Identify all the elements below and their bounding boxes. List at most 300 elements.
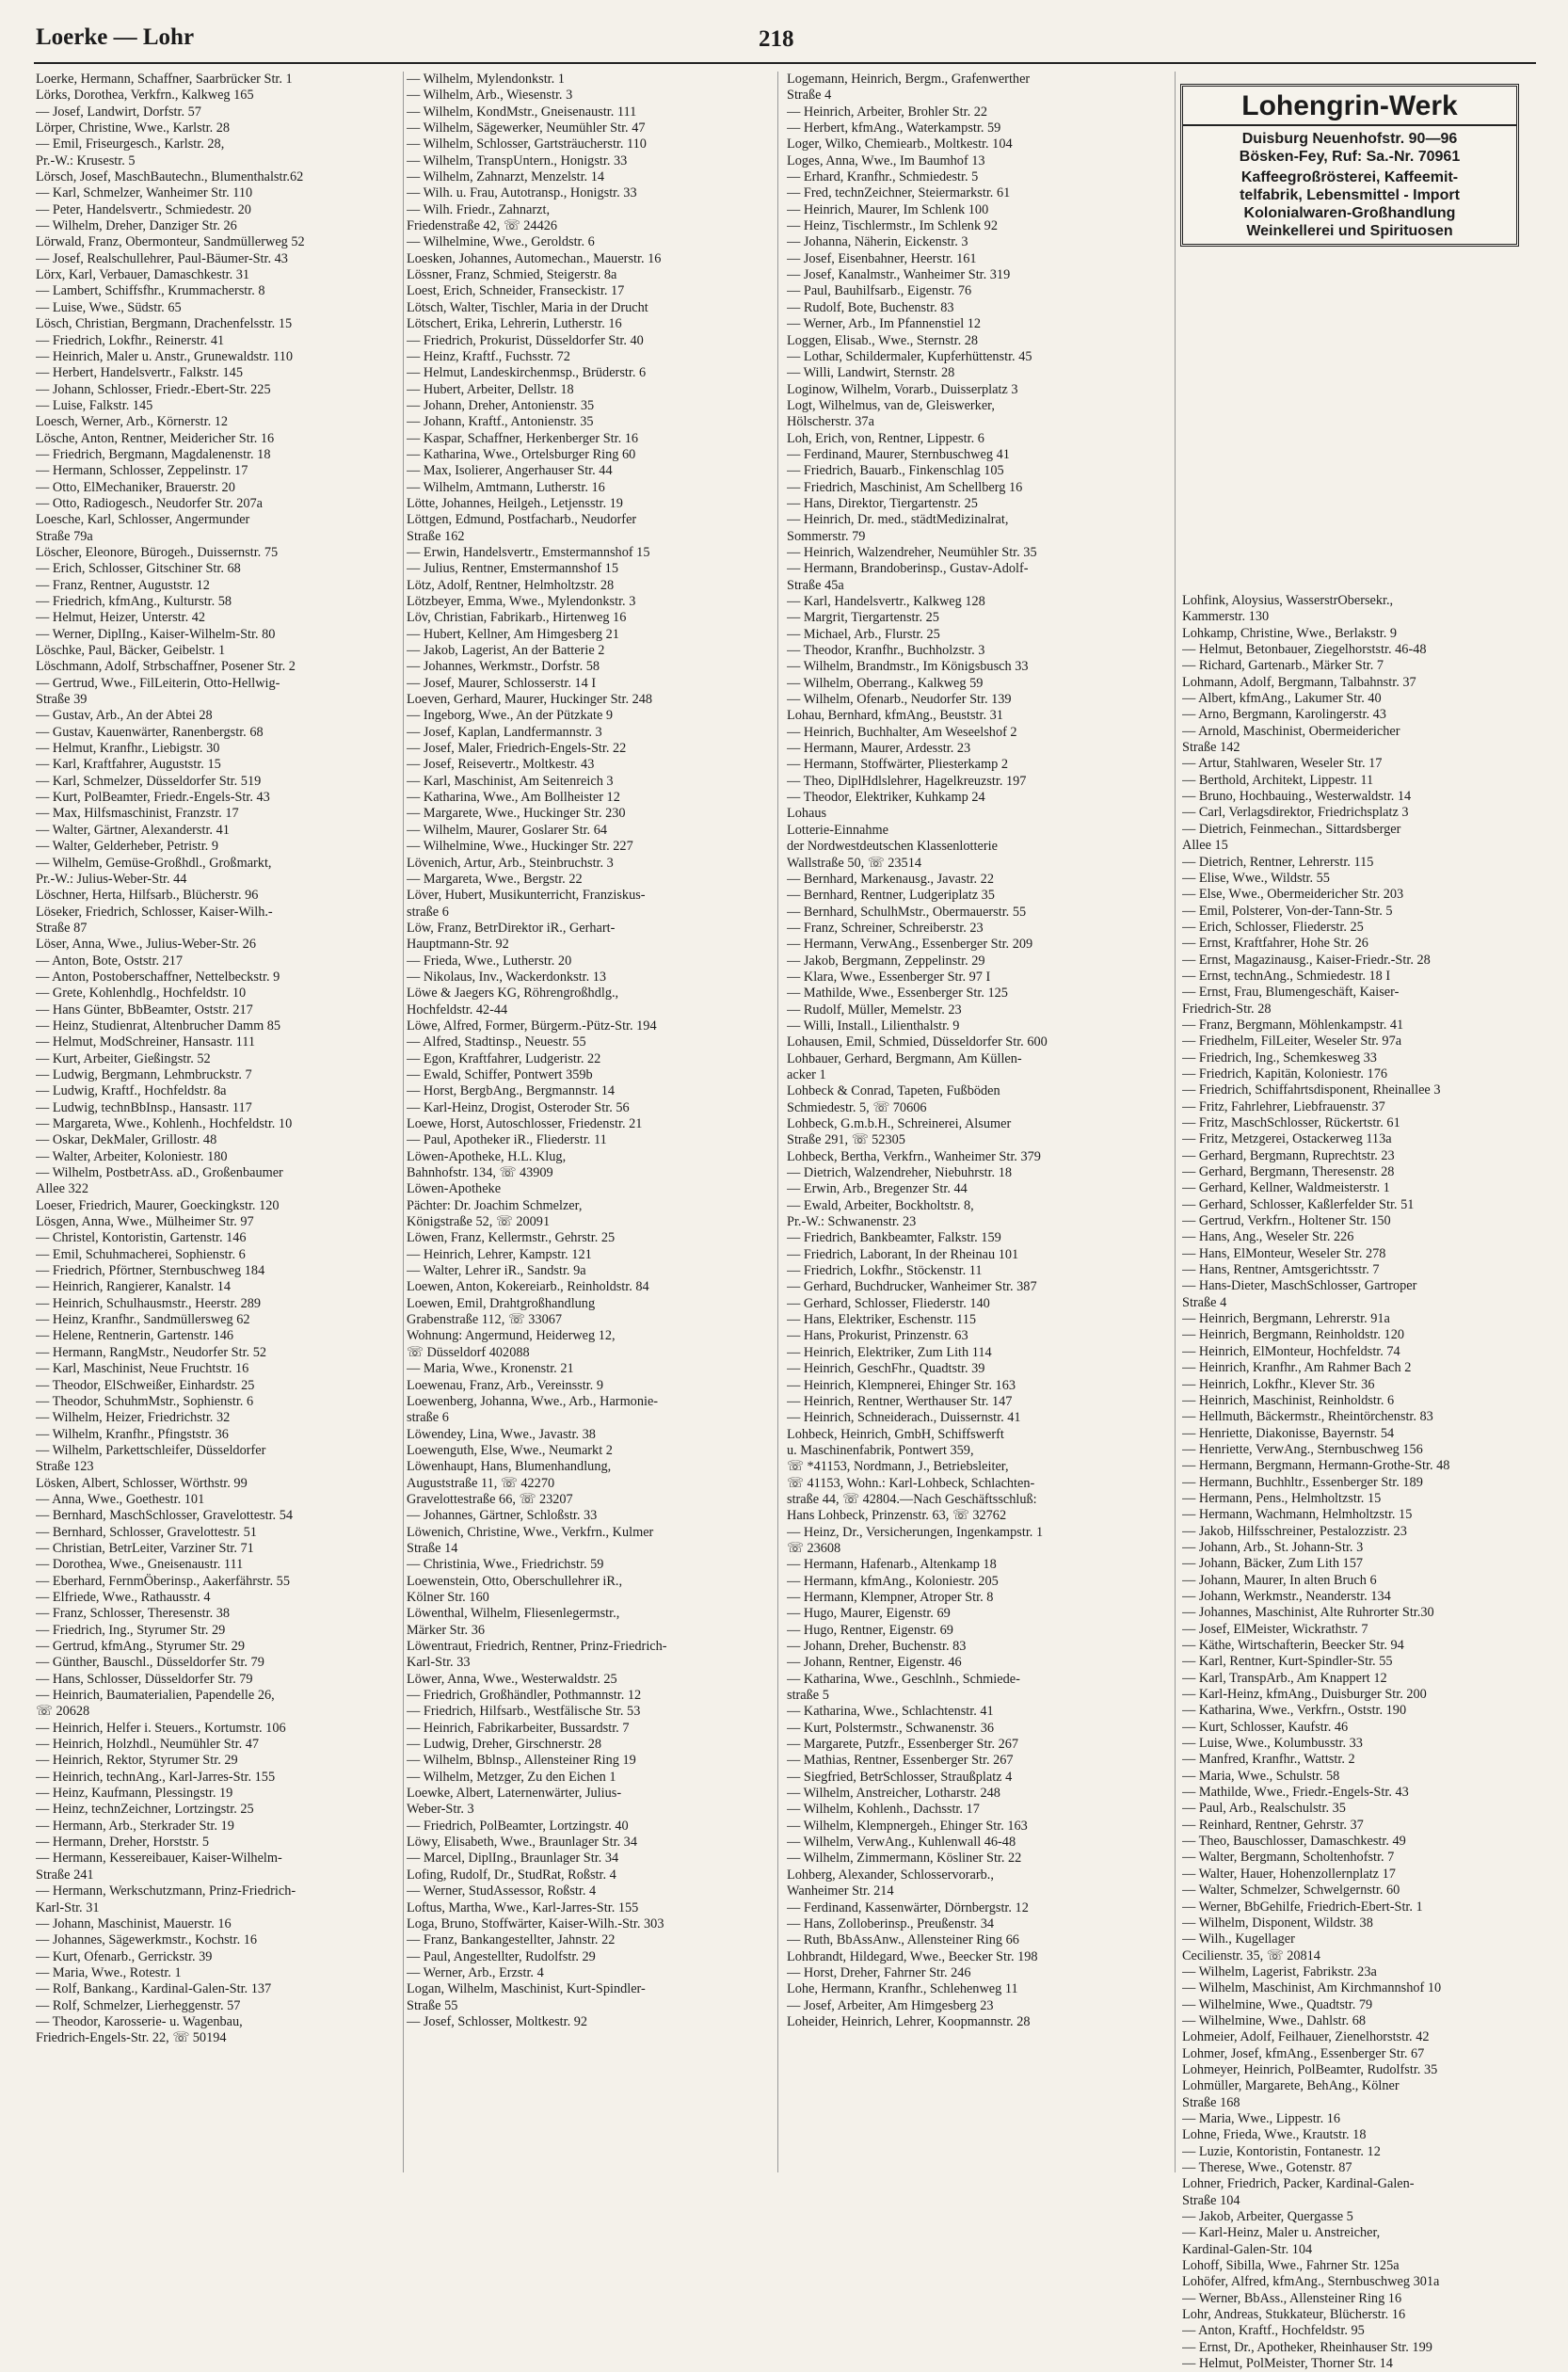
directory-entry-line: straße 6 (407, 1410, 449, 1426)
directory-entry-line: — Erich, Schlosser, Gitschiner Str. 68 (36, 561, 241, 577)
directory-entry-line: — Katharina, Wwe., Geschlnh., Schmiede- (787, 1671, 1020, 1687)
directory-entry-line: Lohner, Friedrich, Packer, Kardinal-Galen- (1182, 2176, 1415, 2192)
directory-entry-line: — Josef, Arbeiter, Am Himgesberg 23 (787, 1997, 994, 2013)
ad-phone-line: Bösken-Fey, Ruf: Sa.-Nr. 70961 (1239, 149, 1461, 165)
directory-entry-line: Hölscherstr. 37a (787, 414, 874, 430)
directory-entry-line: — Johannes, Maschinist, Alte Ruhrorter Str.30 (1182, 1605, 1434, 1621)
directory-entry-line: — Johann, Kraftf., Antonienstr. 35 (407, 414, 594, 430)
directory-entry-line: Friedenstraße 42, ☏ 24426 (407, 218, 558, 234)
directory-entry-line: — Wilhelm, Dreher, Danziger Str. 26 (36, 218, 237, 234)
directory-entry-line: Schmiedestr. 5, ☏ 70606 (787, 1099, 927, 1115)
directory-entry-line: — Hermann, Brandoberinsp., Gustav-Adolf- (787, 561, 1029, 577)
directory-entry-line: Lotterie-Einnahme (787, 822, 888, 838)
directory-entry-line: Löwer, Anna, Wwe., Westerwaldstr. 25 (407, 1671, 617, 1687)
directory-entry-line: — Wilhelm, Mylendonkstr. 1 (407, 72, 565, 87)
directory-entry-line: — Heinrich, Baumaterialien, Papendelle 26, (36, 1688, 275, 1704)
directory-entry-line: — Hans, Zolloberinsp., Preußenstr. 34 (787, 1915, 994, 1931)
directory-entry-line: — Heinrich, Walzendreher, Neumühler Str. 35 (787, 544, 1037, 560)
directory-entry-line: — Wilhelmine, Wwe., Geroldstr. 6 (407, 234, 595, 250)
directory-entry-line: — Wilhelm, PostbetrAss. aD., Großenbaumer (36, 1165, 283, 1181)
directory-entry-line: Lohmüller, Margarete, BehAng., Kölner (1182, 2078, 1400, 2094)
directory-entry-line: — Johann, Schlosser, Friedr.-Ebert-Str. 225 (36, 381, 271, 397)
directory-entry-line: Lösken, Albert, Schlosser, Wörthstr. 99 (36, 1475, 248, 1491)
ad-title: Lohengrin-Werk (1241, 90, 1458, 121)
directory-entry-line: — Ludwig, technBbInsp., Hansastr. 117 (36, 1099, 252, 1115)
directory-entry-line: — Luise, Wwe., Südstr. 65 (36, 299, 182, 315)
directory-entry-line: — Johann, Bäcker, Zum Lith 157 (1182, 1556, 1364, 1572)
directory-entry-line: — Horst, Dreher, Fahrner Str. 246 (787, 1964, 971, 1980)
directory-entry-line: — Wilhelmine, Wwe., Quadtstr. 79 (1182, 1996, 1373, 2012)
directory-entry-line: — Fred, technZeichner, Steiermarkstr. 61 (787, 185, 1011, 201)
directory-entry-line: — Heinrich, Fabrikarbeiter, Bussardstr. 7 (407, 1720, 630, 1736)
directory-entry-line: — Katharina, Wwe., Verkfrn., Oststr. 190 (1182, 1703, 1407, 1719)
directory-entry-line: — Albert, kfmAng., Lakumer Str. 40 (1182, 691, 1382, 707)
directory-entry-line: — Artur, Stahlwaren, Weseler Str. 17 (1182, 756, 1383, 772)
directory-entry-line: — Hugo, Maurer, Eigenstr. 69 (787, 1606, 951, 1622)
directory-entry-line: — Josef, ElMeister, Wickrathstr. 7 (1182, 1621, 1368, 1637)
directory-entry-line: — Elfriede, Wwe., Rathausstr. 4 (36, 1589, 211, 1605)
directory-entry-line: — Franz, Schlosser, Theresenstr. 38 (36, 1606, 231, 1622)
directory-entry-line: — Kurt, Ofenarb., Gerrickstr. 39 (36, 1948, 213, 1964)
directory-entry-line: — Wilhelm, Anstreicher, Lotharstr. 248 (787, 1786, 1000, 1802)
directory-entry-line: — Manfred, Kranfhr., Wattstr. 2 (1182, 1752, 1355, 1768)
directory-entry-line: — Hermann, VerwAng., Essenberger Str. 209 (787, 937, 1033, 953)
directory-entry-line: — Rudolf, Bote, Buchenstr. 83 (787, 299, 954, 315)
directory-entry-line: — Werner, BbGehilfe, Friedrich-Ebert-Str. 1 (1182, 1899, 1423, 1915)
directory-entry-line: — Karl, Rentner, Kurt-Spindler-Str. 55 (1182, 1654, 1393, 1670)
directory-entry-line: — Erwin, Arb., Bregenzer Str. 44 (787, 1181, 968, 1197)
directory-entry-line: — Heinrich, Schneiderach., Duissernstr. 41 (787, 1410, 1021, 1426)
directory-entry-line: Straße 168 (1182, 2094, 1240, 2110)
directory-entry-line: — Johann, Dreher, Antonienstr. 35 (407, 397, 595, 413)
directory-entry-line: — Johann, Rentner, Eigenstr. 46 (787, 1655, 962, 1671)
directory-entry-line: Allee 15 (1182, 838, 1228, 854)
directory-entry-line: — Heinrich, Maurer, Im Schlenk 100 (787, 201, 989, 217)
directory-entry-line: Friedrich-Str. 28 (1182, 1001, 1272, 1017)
directory-entry-line: — Wilhelm, Bblnsp., Allensteiner Ring 19 (407, 1753, 636, 1769)
directory-entry-line: Loerke, Hermann, Schaffner, Saarbrücker Str. 1 (36, 72, 293, 87)
directory-entry-line: — Erhard, Kranfhr., Schmiedestr. 5 (787, 169, 979, 185)
directory-entry-line: Lösgen, Anna, Wwe., Mülheimer Str. 97 (36, 1214, 254, 1230)
directory-entry-line: — Luise, Wwe., Kolumbusstr. 33 (1182, 1736, 1363, 1752)
directory-entry-line: — Wilhelm, Brandmstr., Im Königsbusch 33 (787, 659, 1029, 675)
directory-entry-line: ☏ 20628 (36, 1704, 90, 1720)
directory-entry-line: — Herbert, Handelsvertr., Falkstr. 145 (36, 365, 243, 381)
directory-entry-line: — Alfred, Stadtinsp., Neuestr. 55 (407, 1034, 586, 1050)
directory-entry-line: — Wilh. Friedr., Zahnarzt, (407, 201, 551, 217)
directory-entry-line: — Reinhard, Rentner, Gehrstr. 37 (1182, 1817, 1364, 1833)
directory-entry-line: — Maria, Wwe., Schulstr. 58 (1182, 1768, 1340, 1784)
directory-entry-line: — Christian, BetrLeiter, Varziner Str. 71 (36, 1540, 254, 1556)
directory-entry-line: — Henriette, VerwAng., Sternbuschweg 156 (1182, 1441, 1423, 1457)
directory-entry-line: — Friedrich, Hilfsarb., Westfälische Str. 53 (407, 1704, 641, 1720)
directory-entry-line: — Gerhard, Buchdrucker, Wanheimer Str. 387 (787, 1279, 1037, 1295)
directory-entry-line: Loewen, Anton, Kokereiarb., Reinholdstr. 84 (407, 1279, 649, 1295)
directory-entry-line: — Oskar, DekMaler, Grillostr. 48 (36, 1132, 217, 1148)
directory-entry-line: — Johann, Werkmstr., Neanderstr. 134 (1182, 1588, 1391, 1604)
directory-entry-line: — Hermann, kfmAng., Koloniestr. 205 (787, 1573, 999, 1589)
directory-entry-line: Löttgen, Edmund, Postfacharb., Neudorfer (407, 512, 637, 528)
directory-entry-line: — Michael, Arb., Flurstr. 25 (787, 626, 940, 642)
directory-entry-line: Löw, Franz, BetrDirektor iR., Gerhart- (407, 920, 616, 936)
directory-entry-line: Lohmann, Adolf, Bergmann, Talbahnstr. 37 (1182, 674, 1416, 690)
directory-entry-line: Straße 291, ☏ 52305 (787, 1132, 905, 1148)
directory-entry-line: — Siegfried, BetrSchlosser, Straußplatz 4 (787, 1769, 1013, 1785)
directory-entry-line: Lohaus (787, 806, 827, 822)
directory-entry-line: Loginow, Wilhelm, Vorarb., Duisserplatz 3 (787, 381, 1018, 397)
directory-entry-line: — Johann, Arb., St. Johann-Str. 3 (1182, 1539, 1364, 1555)
directory-entry-line: Lohmeyer, Heinrich, PolBeamter, Rudolfstr. 35 (1182, 2061, 1438, 2077)
directory-entry-line: Löser, Anna, Wwe., Julius-Weber-Str. 26 (36, 937, 256, 953)
directory-entry-line: — Anton, Bote, Oststr. 217 (36, 953, 184, 969)
directory-entry-line: — Dorothea, Wwe., Gneisenaustr. 111 (36, 1557, 244, 1573)
directory-entry-line: Lohe, Hermann, Kranfhr., Schlehenweg 11 (787, 1981, 1018, 1997)
directory-entry-line: Lörwald, Franz, Obermonteur, Sandmüllerweg 52 (36, 234, 305, 250)
directory-entry-line: — Otto, ElMechaniker, Brauerstr. 20 (36, 479, 235, 495)
running-header: Loerke — Lohr (36, 24, 195, 50)
directory-entry-line: — Berthold, Architekt, Lippestr. 11 (1182, 772, 1374, 788)
directory-entry-line: — Fritz, Metzgerei, Ostackerweg 113a (1182, 1131, 1392, 1147)
directory-entry-line: — Erich, Schlosser, Fliederstr. 25 (1182, 919, 1364, 935)
directory-entry-line: Karl-Str. 33 (407, 1655, 471, 1671)
directory-entry-line: — Ingeborg, Wwe., An der Pützkate 9 (407, 708, 614, 724)
directory-entry-line: Gravelottestraße 66, ☏ 23207 (407, 1491, 573, 1507)
directory-entry-line: — Werner, Arb., Im Pfannenstiel 12 (787, 316, 982, 332)
directory-entry-line: — Werner, Arb., Erzstr. 4 (407, 1964, 544, 1980)
directory-entry-line: — Wilhelmine, Wwe., Dahlstr. 68 (1182, 2012, 1367, 2028)
column-4 (1182, 593, 1540, 2372)
directory-entry-line: — Johannes, Sägewerkmstr., Kochstr. 16 (36, 1932, 258, 1948)
directory-entry-line: — Hans Günter, BbBeamter, Oststr. 217 (36, 1002, 253, 1018)
directory-entry-line: Wanheimer Str. 214 (787, 1883, 894, 1899)
directory-entry-line: Löwenich, Christine, Wwe., Verkfrn., Kulmer (407, 1524, 654, 1540)
directory-entry-line: Loest, Erich, Schneider, Franseckistr. 17 (407, 283, 625, 299)
directory-entry-line: — Heinrich, Lokfhr., Klever Str. 36 (1182, 1376, 1375, 1392)
directory-entry-line: Lohbeck, Bertha, Verkfrn., Wanheimer Str. 379 (787, 1148, 1041, 1164)
directory-entry-line: Auguststraße 11, ☏ 42270 (407, 1475, 555, 1491)
directory-entry-line: — Ewald, Schiffer, Pontwert 359b (407, 1066, 593, 1082)
directory-entry-line: — Ernst, Magazinausg., Kaiser-Friedr.-Str. 28 (1182, 952, 1431, 968)
directory-entry-line: — Paul, Angestellter, Rudolfstr. 29 (407, 1948, 596, 1964)
directory-entry-line: — Walter, Gelderheber, Petristr. 9 (36, 839, 218, 855)
directory-entry-line: Löver, Hubert, Musikunterricht, Franziskus- (407, 888, 646, 904)
directory-entry-line: Logt, Wilhelmus, van de, Gleiswerker, (787, 397, 995, 413)
directory-entry-line: — Hans, Ang., Weseler Str. 226 (1182, 1229, 1354, 1245)
directory-entry-line: — Helmut, Heizer, Unterstr. 42 (36, 610, 206, 626)
directory-entry-line: — Mathias, Rentner, Essenberger Str. 267 (787, 1753, 1014, 1769)
directory-entry-line: — Margareta, Wwe., Bergstr. 22 (407, 871, 583, 887)
directory-entry-line: — Josef, Landwirt, Dorfstr. 57 (36, 104, 201, 120)
directory-entry-line: — Kurt, Polstermstr., Schwanenstr. 36 (787, 1720, 995, 1736)
directory-entry-line: — Ernst, Kraftfahrer, Hohe Str. 26 (1182, 936, 1368, 952)
directory-entry-line: — Luzie, Kontoristin, Fontanestr. 12 (1182, 2143, 1381, 2159)
directory-entry-line: — Wilhelm, Maurer, Goslarer Str. 64 (407, 822, 608, 838)
directory-entry-line: — Jakob, Arbeiter, Quergasse 5 (1182, 2209, 1353, 2225)
directory-entry-line: — Jakob, Hilfsschreiner, Pestalozzistr. 23 (1182, 1523, 1407, 1539)
directory-entry-line: — Bruno, Hochbauing., Westerwaldstr. 14 (1182, 789, 1412, 805)
directory-entry-line: Löwen-Apotheke, H.L. Klug, (407, 1148, 567, 1164)
directory-entry-line: — Theo, DiplHdlslehrer, Hagelkreuzstr. 197 (787, 773, 1027, 789)
directory-entry-line: Lohkamp, Christine, Wwe., Berlakstr. 9 (1182, 625, 1398, 641)
directory-entry-line: — Grete, Kohlenhdlg., Hochfeldstr. 10 (36, 986, 247, 1002)
directory-entry-line: Pr.-W.: Schwanenstr. 23 (787, 1214, 917, 1230)
directory-entry-line: Loesche, Karl, Schlosser, Angermunder (36, 512, 250, 528)
directory-entry-line: — Lothar, Schildermaler, Kupferhüttenstr. 45 (787, 348, 1032, 364)
column-divider (777, 72, 778, 2172)
directory-entry-line: — Gustav, Arb., An der Abtei 28 (36, 708, 213, 724)
directory-entry-line: Cecilienstr. 35, ☏ 20814 (1182, 1947, 1320, 1963)
directory-entry-line: — Katharina, Wwe., Schlachtenstr. 41 (787, 1704, 994, 1720)
directory-entry-line: — Wilhelm, Amtmann, Lutherstr. 16 (407, 479, 605, 495)
directory-entry-line: — Hans, ElMonteur, Weseler Str. 278 (1182, 1245, 1386, 1261)
directory-entry-line: — Wilhelm, Disponent, Wildstr. 38 (1182, 1915, 1373, 1931)
directory-entry-line: — Heinrich, Holzhdl., Neumühler Str. 47 (36, 1737, 260, 1753)
directory-entry-line: — Johannes, Gärtner, Schloßstr. 33 (407, 1508, 598, 1524)
directory-entry-line: Lövenich, Artur, Arb., Steinbruchstr. 3 (407, 855, 614, 871)
directory-entry-line: — Helmut, ModSchreiner, Hansastr. 111 (36, 1034, 256, 1050)
directory-entry-line: Hans Lohbeck, Prinzenstr. 63, ☏ 32762 (787, 1508, 1007, 1524)
directory-entry-line: — Dietrich, Walzendreher, Niebuhrstr. 18 (787, 1165, 1012, 1181)
directory-entry-line: — Bernhard, MaschSchlosser, Gravelottestr. 54 (36, 1508, 293, 1524)
directory-entry-line: — Walter, Schmelzer, Schwelgernstr. 60 (1182, 1883, 1400, 1899)
directory-entry-line: — Arnold, Maschinist, Obermeidericher (1182, 723, 1400, 739)
directory-entry-line: Lofing, Rudolf, Dr., StudRat, Roßstr. 4 (407, 1867, 616, 1883)
directory-entry-line: — Paul, Apotheker iR., Fliederstr. 11 (407, 1132, 607, 1148)
directory-entry-line: — Margrit, Tiergartenstr. 25 (787, 610, 939, 626)
directory-entry-line: — Hermann, Schlosser, Zeppelinstr. 17 (36, 463, 248, 479)
directory-entry-line: — Heinrich, Rentner, Werthauser Str. 147 (787, 1393, 1013, 1409)
directory-entry-line: — Julius, Rentner, Emstermannshof 15 (407, 561, 618, 577)
directory-entry-line: — Gerhard, Schlosser, Fliederstr. 140 (787, 1295, 990, 1311)
directory-entry-line: Lohausen, Emil, Schmied, Düsseldorfer Str. 600 (787, 1034, 1048, 1050)
directory-entry-line: ☏ Düsseldorf 402088 (407, 1344, 530, 1360)
directory-entry-line: — Hermann, Werkschutzmann, Prinz-Friedrich- (36, 1883, 296, 1899)
column-2 (407, 72, 774, 2030)
ad-body-line: Kaffeegroßrösterei, Kaffeemit- (1240, 169, 1459, 185)
directory-entry-line: — Hermann, Maurer, Ardesstr. 23 (787, 741, 971, 757)
directory-entry-line: — Christinia, Wwe., Friedrichstr. 59 (407, 1557, 604, 1573)
directory-entry-line: — Friedhelm, FilLeiter, Weseler Str. 97a (1182, 1034, 1402, 1050)
directory-entry-line: — Josef, Maurer, Schlosserstr. 14 I (407, 675, 597, 691)
directory-entry-line: — Erwin, Handelsvertr., Emstermannshof 15 (407, 544, 650, 560)
directory-entry-line: — Maria, Wwe., Kronenstr. 21 (407, 1361, 574, 1377)
ad-body-line: Kolonialwaren-Großhandlung (1243, 205, 1456, 221)
directory-entry-line: Lörsch, Josef, MaschBautechn., Blumenthalstr.62 (36, 169, 304, 185)
directory-entry-line: Loeser, Friedrich, Maurer, Goeckingkstr. 120 (36, 1197, 280, 1213)
directory-entry-line: u. Maschinenfabrik, Pontwert 359, (787, 1442, 974, 1458)
directory-entry-line: Loh, Erich, von, Rentner, Lippestr. 6 (787, 430, 984, 446)
directory-entry-line: — Therese, Wwe., Gotenstr. 87 (1182, 2160, 1352, 2175)
directory-entry-line: Straße 241 (36, 1867, 94, 1883)
directory-entry-line: Lohr, Andreas, Stukkateur, Blücherstr. 16 (1182, 2307, 1406, 2323)
directory-entry-line: Löscher, Eleonore, Bürogeh., Duissernstr. 75 (36, 544, 279, 560)
directory-entry-line: — Marcel, DiplIng., Braunlager Str. 34 (407, 1851, 619, 1867)
directory-entry-line: Löwenhaupt, Hans, Blumenhandlung, (407, 1459, 612, 1475)
directory-entry-line: Wohnung: Angermund, Heiderweg 12, (407, 1328, 616, 1344)
directory-entry-line: Löwentraut, Friedrich, Rentner, Prinz-Friedrich- (407, 1639, 667, 1654)
directory-entry-line: Loewenberg, Johanna, Wwe., Arb., Harmonie- (407, 1393, 659, 1409)
directory-entry-line: Löwe & Jaegers KG, Röhrengroßhdlg., (407, 986, 619, 1002)
directory-entry-line: — Josef, Maler, Friedrich-Engels-Str. 22 (407, 741, 627, 757)
directory-entry-line: — Heinz, Tischlermstr., Im Schlenk 92 (787, 218, 998, 234)
directory-entry-line: — Hermann, RangMstr., Neudorfer Str. 52 (36, 1344, 266, 1360)
directory-entry-line: — Ernst, technAng., Schmiedestr. 18 I (1182, 968, 1391, 984)
directory-entry-line: — Karl, Kraftfahrer, Auguststr. 15 (36, 757, 221, 773)
directory-entry-line: — Gerhard, Bergmann, Theresenstr. 28 (1182, 1164, 1395, 1180)
directory-entry-line: Märker Str. 36 (407, 1622, 485, 1638)
directory-entry-line: — Hans, Elektriker, Eschenstr. 115 (787, 1312, 976, 1328)
directory-entry-line: — Theodor, Kranfhr., Buchholzstr. 3 (787, 643, 985, 659)
directory-entry-line: ☏ 41153, Wohn.: Karl-Lohbeck, Schlachten- (787, 1475, 1035, 1491)
directory-entry-line: Königstraße 52, ☏ 20091 (407, 1214, 551, 1230)
column-3 (787, 72, 1182, 2030)
directory-entry-line: Weber-Str. 3 (407, 1802, 474, 1818)
directory-entry-line: Straße 4 (787, 88, 832, 104)
directory-entry-line: — Wilhelm, Sägewerker, Neumühler Str. 47 (407, 120, 646, 136)
directory-entry-line: ☏ *41153, Nordmann, J., Betriebsleiter, (787, 1459, 1009, 1475)
directory-entry-line: — Heinrich, Schulhausmstr., Heerstr. 289 (36, 1295, 262, 1311)
directory-entry-line: — Hans, Schlosser, Düsseldorfer Str. 79 (36, 1671, 253, 1687)
directory-entry-line: Lörper, Christine, Wwe., Karlstr. 28 (36, 120, 231, 136)
directory-entry-line: — Heinrich, Bergmann, Lehrerstr. 91a (1182, 1311, 1390, 1327)
directory-entry-line: — Friedrich, Lokfhr., Reinerstr. 41 (36, 332, 225, 348)
directory-entry-line: Lohbeck & Conrad, Tapeten, Fußböden (787, 1083, 1000, 1099)
directory-entry-line: — Hans-Dieter, MaschSchlosser, Gartroper (1182, 1278, 1417, 1294)
directory-entry-line: — Klara, Wwe., Essenberger Str. 97 I (787, 969, 991, 985)
directory-entry-line: — Heinrich, Bergmann, Reinholdstr. 120 (1182, 1327, 1405, 1343)
directory-entry-line: — Karl-Heinz, Maler u. Anstreicher, (1182, 2225, 1381, 2241)
directory-entry-line: Straße 162 (407, 528, 465, 544)
directory-entry-line: — Friedrich, Schiffahrtsdisponent, Rheinallee 3 (1182, 1082, 1441, 1098)
directory-entry-line: Loewen, Emil, Drahtgroßhandlung (407, 1295, 596, 1311)
directory-entry-line: Lohne, Frieda, Wwe., Krautstr. 18 (1182, 2127, 1367, 2143)
directory-entry-line: — Werner, BbAss., Allensteiner Ring 16 (1182, 2290, 1402, 2306)
directory-entry-line: — Josef, Schlosser, Moltkestr. 92 (407, 2013, 588, 2029)
directory-entry-line: Loewenstein, Otto, Oberschullehrer iR., (407, 1573, 623, 1589)
ad-divider (1183, 124, 1516, 126)
directory-entry-line: — Heinz, Kraftf., Fuchsstr. 72 (407, 348, 570, 364)
directory-entry-line: Löschmann, Adolf, Strbschaffner, Posener Str. 2 (36, 659, 296, 675)
directory-entry-line: — Gerhard, Schlosser, Kaßlerfelder Str. 51 (1182, 1196, 1415, 1212)
directory-entry-line: — Margarete, Putzfr., Essenberger Str. 267 (787, 1737, 1019, 1753)
directory-entry-line: — Heinrich, Rangierer, Kanalstr. 14 (36, 1279, 232, 1295)
directory-entry-line: — Theodor, SchuhmMstr., Sophienstr. 6 (36, 1393, 254, 1409)
directory-entry-line: — Friedrich, Großhändler, Pothmannstr. 12 (407, 1688, 642, 1704)
directory-entry-line: — Ludwig, Bergmann, Lehmbruckstr. 7 (36, 1066, 252, 1082)
directory-entry-line: Loeven, Gerhard, Maurer, Huckinger Str. 248 (407, 692, 653, 708)
directory-entry-line: — Heinrich, ElMonteur, Hochfeldstr. 74 (1182, 1343, 1400, 1359)
directory-entry-line: — Heinrich, Elektriker, Zum Lith 114 (787, 1344, 992, 1360)
directory-entry-line: — Wilhelm, Gemüse-Großhdl., Großmarkt, (36, 855, 272, 871)
directory-entry-line: — Werner, DiplIng., Kaiser-Wilhelm-Str. 80 (36, 626, 276, 642)
directory-entry-line: Lohbeck, Heinrich, GmbH, Schiffswerft (787, 1426, 1004, 1442)
directory-entry-line: — Karl, Handelsvertr., Kalkweg 128 (787, 594, 985, 609)
directory-entry-line: — Hubert, Kellner, Am Himgesberg 21 (407, 626, 619, 642)
directory-entry-line: — Wilhelm, Zahnarzt, Menzelstr. 14 (407, 169, 604, 185)
directory-entry-line: — Bernhard, SchulhMstr., Obermauerstr. 55 (787, 904, 1027, 920)
directory-entry-line: Pr.-W.: Krusestr. 5 (36, 152, 136, 168)
directory-entry-line: — Franz, Bankangestellter, Jahnstr. 22 (407, 1932, 616, 1948)
directory-entry-line: Logan, Wilhelm, Maschinist, Kurt-Spindler- (407, 1981, 646, 1997)
directory-entry-line: — Rolf, Schmelzer, Lierheggenstr. 57 (36, 1997, 241, 2013)
directory-entry-line: — Hermann, Pens., Helmholtzstr. 15 (1182, 1490, 1382, 1506)
directory-entry-line: — Gerhard, Kellner, Waldmeisterstr. 1 (1182, 1180, 1390, 1196)
directory-entry-line: Lohbeck, G.m.b.H., Schreinerei, Alsumer (787, 1116, 1012, 1131)
directory-entry-line: Kölner Str. 160 (407, 1589, 489, 1605)
directory-entry-line: — Wilhelm, Parkettschleifer, Düsseldorfer (36, 1442, 266, 1458)
directory-entry-line: — Friedrich, Kapitän, Koloniestr. 176 (1182, 1066, 1387, 1082)
directory-entry-line: Loger, Wilko, Chemiearb., Moltkestr. 104 (787, 136, 1013, 152)
directory-entry-line: — Richard, Gartenarb., Märker Str. 7 (1182, 658, 1384, 674)
directory-entry-line: — Johann, Maschinist, Mauerstr. 16 (36, 1915, 232, 1931)
directory-entry-line: — Hermann, Klempner, Atroper Str. 8 (787, 1589, 994, 1605)
directory-entry-line: — Karl, Maschinist, Am Seitenreich 3 (407, 773, 614, 789)
directory-entry-line: Löwe, Alfred, Former, Bürgerm.-Pütz-Str. 194 (407, 1018, 657, 1034)
directory-entry-line: — Willi, Landwirt, Sternstr. 28 (787, 365, 955, 381)
directory-entry-line: — Hermann, Dreher, Horststr. 5 (36, 1835, 210, 1851)
directory-entry-line: — Karl, Schmelzer, Düsseldorfer Str. 519 (36, 773, 262, 789)
directory-entry-line: — Maria, Wwe., Rotestr. 1 (36, 1964, 182, 1980)
directory-entry-line: Lohbrandt, Hildegard, Wwe., Beecker Str. 198 (787, 1948, 1038, 1964)
directory-entry-line: — Hermann, Bergmann, Hermann-Grothe-Str. 48 (1182, 1458, 1450, 1474)
directory-entry-line: — Nikolaus, Inv., Wackerdonkstr. 13 (407, 969, 607, 985)
directory-entry-line: — Josef, Kanalmstr., Wanheimer Str. 319 (787, 267, 1011, 283)
directory-entry-line: — Rolf, Bankang., Kardinal-Galen-Str. 137 (36, 1981, 272, 1997)
directory-entry-line: — Johannes, Werkmstr., Dorfstr. 58 (407, 659, 600, 675)
directory-entry-line: Lohoff, Sibilla, Wwe., Fahrner Str. 125a (1182, 2258, 1400, 2274)
directory-entry-line: — Hermann, Kessereibauer, Kaiser-Wilhelm- (36, 1851, 282, 1867)
directory-entry-line: — Hermann, Hafenarb., Altenkamp 18 (787, 1557, 997, 1573)
directory-entry-line: — Else, Wwe., Obermeidericher Str. 203 (1182, 887, 1404, 903)
directory-entry-line: Lötz, Adolf, Rentner, Helmholtzstr. 28 (407, 577, 615, 593)
directory-entry-line: Straße 87 (36, 920, 88, 936)
directory-entry-line: — Theodor, ElSchweißer, Einhardstr. 25 (36, 1377, 255, 1393)
directory-entry-line: — Ferdinand, Kassenwärter, Dörnbergstr. 12 (787, 1899, 1029, 1915)
directory-entry-line: — Friedrich, Ing., Schemkesweg 33 (1182, 1050, 1377, 1066)
directory-entry-line: Loewe, Horst, Autoschlosser, Friedenstr. 21 (407, 1116, 643, 1131)
directory-entry-line: Loewenguth, Else, Wwe., Neumarkt 2 (407, 1442, 613, 1458)
directory-entry-line: Sommerstr. 79 (787, 528, 866, 544)
directory-entry-line: Lörx, Karl, Verbauer, Damaschkestr. 31 (36, 267, 250, 283)
directory-entry-line: Loga, Bruno, Stoffwärter, Kaiser-Wilh.-Str. 303 (407, 1915, 664, 1931)
directory-entry-line: — Max, Isolierer, Angerhauser Str. 44 (407, 463, 613, 479)
directory-entry-line: — Günther, Bauschl., Düsseldorfer Str. 79 (36, 1655, 264, 1671)
directory-entry-line: — Mathilde, Wwe., Essenberger Str. 125 (787, 986, 1008, 1002)
directory-entry-line: — Ruth, BbAssAnw., Allensteiner Ring 66 (787, 1932, 1019, 1948)
directory-entry-line: — Karl, Schmelzer, Wanheimer Str. 110 (36, 185, 253, 201)
directory-entry-line: — Heinrich, technAng., Karl-Jarres-Str. 155 (36, 1769, 276, 1785)
directory-entry-line: der Nordwestdeutschen Klassenlotterie (787, 839, 998, 855)
directory-entry-line: Loggen, Elisab., Wwe., Sternstr. 28 (787, 332, 979, 348)
directory-entry-line: Logemann, Heinrich, Bergm., Grafenwerther (787, 72, 1031, 87)
directory-entry-line: — Ernst, Frau, Blumengeschäft, Kaiser- (1182, 985, 1400, 1001)
directory-entry-line: — Franz, Schreiner, Schreiberstr. 23 (787, 920, 984, 936)
directory-entry-line: Lohmer, Josef, kfmAng., Essenberger Str. 67 (1182, 2045, 1425, 2061)
directory-entry-line: Straße 45a (787, 577, 844, 593)
directory-entry-line: — Heinrich, GeschFhr., Quadtstr. 39 (787, 1361, 985, 1377)
directory-entry-line: — Heinrich, Kranfhr., Am Rahmer Bach 2 (1182, 1360, 1412, 1376)
directory-entry-line: Kardinal-Galen-Str. 104 (1182, 2241, 1313, 2257)
directory-entry-line: Löwen-Apotheke (407, 1181, 502, 1197)
directory-entry-line: — Karl, TranspArb., Am Knappert 12 (1182, 1670, 1387, 1686)
directory-entry-line: — Theo, Bauschlosser, Damaschkestr. 49 (1182, 1834, 1406, 1850)
directory-entry-line: Loewenau, Franz, Arb., Vereinsstr. 9 (407, 1377, 603, 1393)
directory-entry-line: — Gertrud, Wwe., FilLeiterin, Otto-Hellwig- (36, 675, 280, 691)
directory-entry-line: — Ferdinand, Maurer, Sternbuschweg 41 (787, 446, 1010, 462)
directory-entry-line: — Christel, Kontoristin, Gartenstr. 146 (36, 1230, 247, 1246)
directory-entry-line: acker 1 (787, 1066, 826, 1082)
directory-entry-line: — Egon, Kraftfahrer, Ludgeristr. 22 (407, 1050, 601, 1066)
